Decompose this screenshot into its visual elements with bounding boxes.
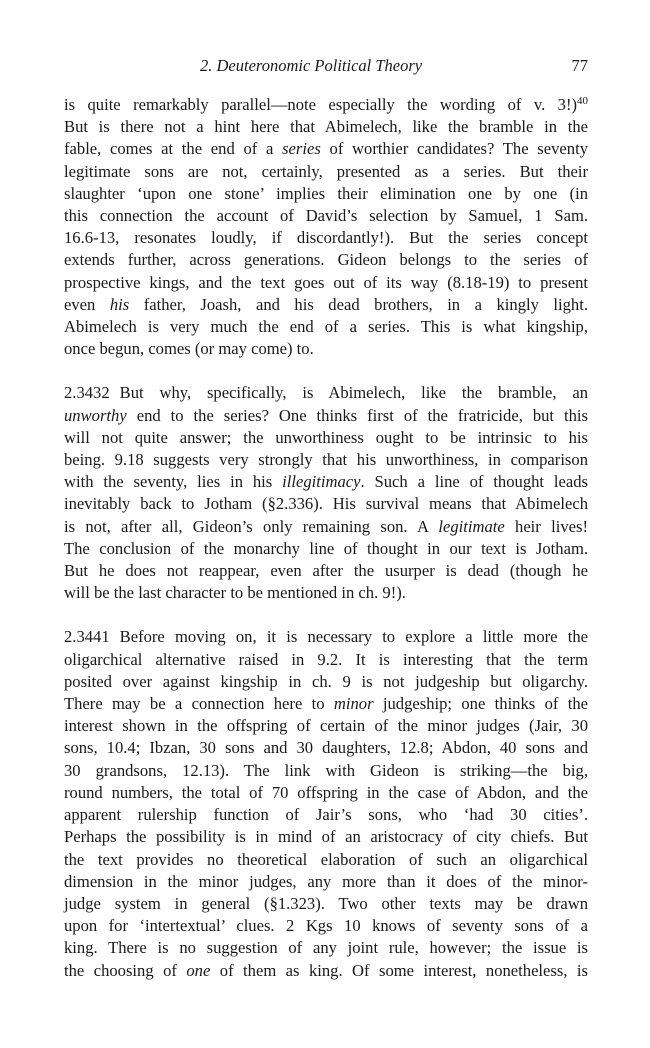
emphasis: one	[186, 960, 211, 980]
text-run: with the seventy, lies in his	[64, 472, 273, 492]
text-line	[64, 138, 588, 160]
text-line	[64, 471, 588, 493]
text-line: But he does not reappear, even after the usurper is dead (though he	[64, 561, 588, 581]
text-line: But is there not a hint here that Abimelech, like the bramble in the	[64, 117, 588, 137]
text-line: The conclusion of the monarchy line of thought in our text is Jotham.	[64, 538, 588, 558]
paragraph-2-3441	[64, 626, 588, 981]
text-line: slaughter ‘upon one stone’ implies their elimination one by one (in	[64, 183, 588, 203]
text-line: prospective kings, and the text goes out of its way (8.18-19) to present	[64, 272, 588, 292]
text-line: Abimelech is very much the end of a series. This is what kingship,	[64, 317, 588, 337]
text-run: There may be a connection here to	[64, 694, 325, 714]
text-line	[64, 382, 588, 404]
emphasis: legitimate	[438, 516, 505, 536]
text-line: dimension in the minor judges, any more than it does of the minor-	[64, 871, 588, 891]
page-number: 77	[571, 56, 588, 75]
footnote-ref: 40	[577, 95, 588, 107]
text-line: inevitably back to Jotham (§2.336). His survival means that Abimelech	[64, 494, 588, 514]
text-line: will not quite answer; the unworthiness ought to be intrinsic to his	[64, 427, 588, 447]
paragraph-2-3432	[64, 382, 588, 604]
text-line: 30 grandsons, 12.13). The link with Gideon is striking—the big,	[64, 760, 588, 780]
text-line: the text provides no theoretical elaboration of such an oligarchical	[64, 849, 588, 869]
emphasis: illegitimacy	[282, 472, 361, 492]
emphasis: series	[282, 139, 321, 159]
text-run: Before moving on, it is necessary to explore a little more the	[119, 627, 588, 647]
body-text	[64, 94, 588, 982]
text-line: sons, 10.4; Ibzan, 30 sons and 30 daughters, 12.8; Abdon, 40 sons and	[64, 738, 588, 758]
text-run: father, Joash, and his dead brothers, in a kingly light.	[129, 294, 588, 314]
text-run: fable, comes at the end of a	[64, 139, 274, 159]
text-run: is quite remarkably parallel—note especially the wording of v. 3!)	[64, 95, 577, 114]
text-run: is not, after all, Gideon’s only remaining son. A	[64, 516, 429, 536]
text-line: 16.6-13, resonates loudly, if discordantly!). But the series concept	[64, 228, 588, 248]
text-line: once begun, comes (or may come) to.	[64, 339, 314, 359]
text-line: upon for ‘intertextual’ clues. 2 Kgs 10 knows of seventy sons of a	[64, 916, 588, 936]
text-line	[64, 626, 588, 648]
text-line	[64, 94, 588, 116]
text-line: interest shown in the offspring of certain of the minor judges (Jair, 30	[64, 716, 588, 736]
text-line	[64, 693, 588, 715]
text-line	[64, 516, 588, 538]
text-line: legitimate sons are not, certainly, presented as a series. But their	[64, 161, 588, 181]
emphasis: minor	[333, 694, 374, 714]
text-line: being. 9.18 suggests very strongly that his unworthiness, in comparison	[64, 450, 588, 470]
text-run: of worthier candidates? The seventy	[320, 139, 588, 159]
emphasis: unworthy	[64, 405, 127, 425]
text-line: Perhaps the possibility is in mind of an aristocracy of city chiefs. But	[64, 827, 588, 847]
text-line: king. There is no suggestion of any joint rule, however; the issue is	[64, 938, 588, 958]
text-line: oligarchical alternative raised in 9.2. It is interesting that the term	[64, 649, 588, 669]
text-run: heir lives!	[504, 516, 588, 536]
text-run: end to the series? One thinks first of the fratricide, but this	[136, 405, 588, 425]
text-line: posited over against kingship in ch. 9 is not judgeship but oligarchy.	[64, 671, 588, 691]
running-head	[64, 56, 588, 80]
text-run: even	[64, 294, 96, 314]
text-line: extends further, across generations. Gideon belongs to the series of	[64, 250, 588, 270]
text-run: judgeship; one thinks of the	[373, 694, 588, 714]
text-run: of them as king. Of some interest, nonetheless, is	[210, 960, 588, 980]
text-line	[64, 405, 588, 427]
text-line: apparent rulership function of Jair’s sons, who ‘had 30 cities’.	[64, 805, 588, 825]
text-run: But why, specifically, is Abimelech, like the bramble, an	[119, 383, 588, 403]
running-head-title: 2. Deuteronomic Political Theory	[200, 56, 423, 75]
text-line	[64, 294, 588, 316]
book-page	[64, 56, 588, 982]
text-run: . Such a line of thought leads	[360, 472, 588, 492]
text-run: the choosing of	[64, 960, 177, 980]
text-line	[64, 960, 588, 982]
paragraph-number: 2.3432	[64, 383, 110, 403]
text-line: round numbers, the total of 70 offspring in the case of Abdon, and the	[64, 782, 588, 802]
emphasis: his	[109, 294, 130, 314]
text-line: judge system in general (§1.323). Two other texts may be drawn	[64, 893, 588, 913]
paragraph-continuation	[64, 94, 588, 360]
text-line: this connection the account of David’s selection by Samuel, 1 Sam.	[64, 206, 588, 226]
paragraph-number: 2.3441	[64, 627, 110, 647]
text-line: will be the last character to be mentioned in ch. 9!).	[64, 583, 406, 603]
